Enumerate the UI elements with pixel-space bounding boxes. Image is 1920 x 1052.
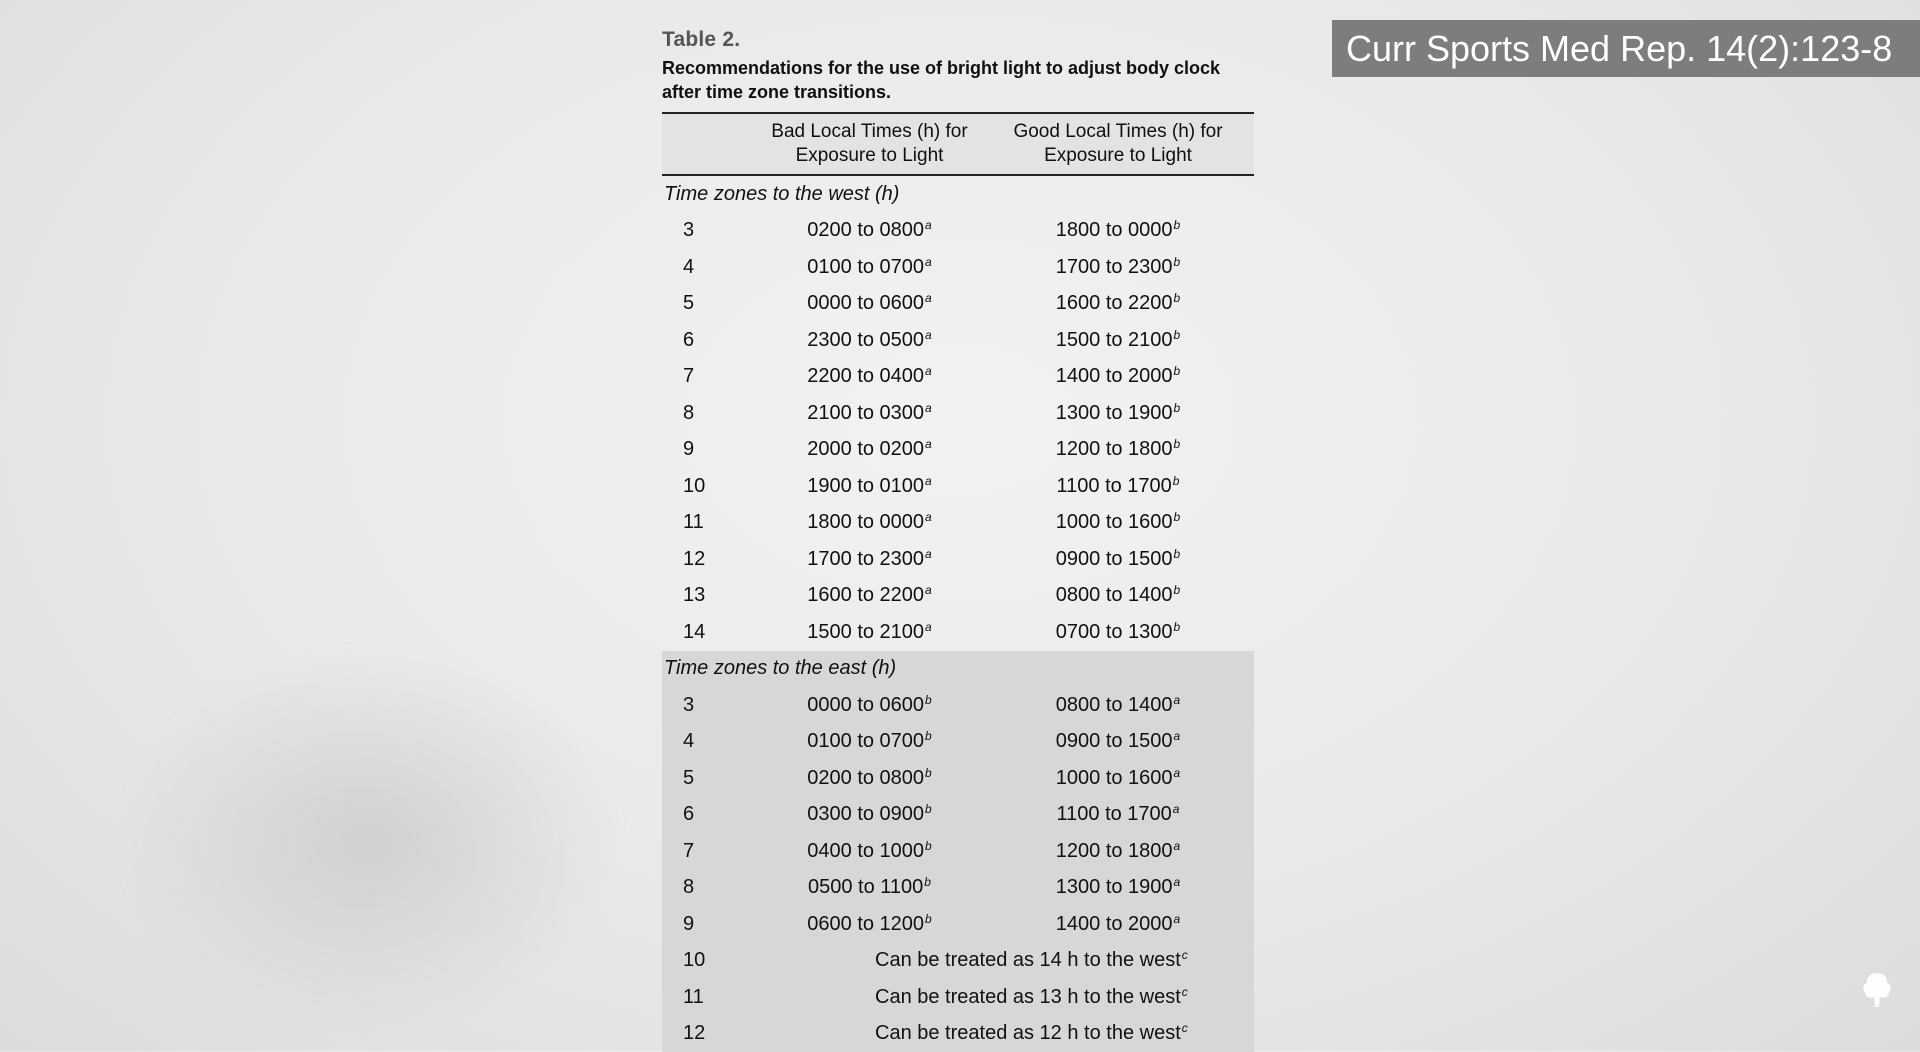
zone-hours-cell-text: 12 (683, 548, 705, 570)
table-caption (662, 56, 1254, 104)
table-row (662, 614, 1254, 651)
zone-hours-cell (662, 432, 757, 469)
zone-hours-cell (662, 578, 757, 615)
table-row (662, 322, 1254, 359)
zone-hours-cell (662, 979, 757, 1016)
zone-hours-cell-text: 4 (683, 730, 694, 752)
zone-hours-cell (662, 760, 757, 797)
good-times-cell (982, 322, 1254, 359)
good-times-cell (982, 906, 1254, 943)
table-row (662, 1016, 1254, 1052)
good-times-cell-text: 1200 to 1800 (1056, 438, 1173, 460)
zone-hours-cell-text: 11 (683, 986, 704, 1008)
table-row (662, 395, 1254, 432)
bad-times-cell (757, 249, 982, 286)
bad-times-cell (757, 541, 982, 578)
bad-times-cell-text: 0100 to 0700 (807, 730, 924, 752)
table-row (662, 833, 1254, 870)
footnote-marker: a (925, 328, 932, 342)
good-times-cell (982, 578, 1254, 615)
footnote-marker: b (1174, 364, 1181, 378)
treatment-note-cell (757, 1016, 1254, 1052)
table-row (662, 760, 1254, 797)
footnote-marker: b (1174, 583, 1181, 597)
bad-times-cell (757, 505, 982, 542)
footnote-marker: b (925, 766, 932, 780)
good-times-cell (982, 359, 1254, 396)
footnote-marker: b (1174, 401, 1181, 415)
footnote-marker: b (1174, 510, 1181, 524)
zone-hours-cell-text: 7 (683, 365, 694, 387)
caption-line-2: after time zone transitions. (662, 80, 1254, 104)
good-times-cell (982, 687, 1254, 724)
bad-times-cell-text: 2000 to 0200 (807, 438, 924, 460)
footnote-marker: a (1174, 766, 1181, 780)
zone-hours-cell (662, 213, 757, 250)
table-row (662, 249, 1254, 286)
bad-times-cell (757, 906, 982, 943)
bad-times-cell-text: 1900 to 0100 (807, 475, 924, 497)
bad-times-cell (757, 760, 982, 797)
good-times-cell (982, 468, 1254, 505)
footnote-marker: c (1182, 1021, 1188, 1035)
bad-times-cell-text: 0100 to 0700 (807, 256, 924, 278)
time-zone-table (662, 112, 1254, 1052)
footnote-marker: c (1182, 985, 1188, 999)
east-section-title: Time zones to the east (h) (662, 651, 1254, 688)
bad-times-cell (757, 833, 982, 870)
footnote-marker: a (1173, 802, 1180, 816)
bad-times-cell (757, 578, 982, 615)
west-section (662, 175, 1254, 651)
bad-times-cell-text: 0400 to 1000 (807, 840, 924, 862)
footnote-marker: a (925, 401, 932, 415)
footnote-marker: a (925, 547, 932, 561)
zone-hours-cell-text: 5 (683, 767, 694, 789)
zone-hours-cell-text: 12 (683, 1022, 705, 1044)
footnote-marker: a (925, 255, 932, 269)
zone-hours-cell (662, 797, 757, 834)
header-empty (662, 113, 757, 175)
footnote-marker: a (925, 437, 932, 451)
table-row (662, 286, 1254, 323)
zone-hours-cell-text: 3 (683, 694, 694, 716)
good-times-cell (982, 395, 1254, 432)
good-times-cell-text: 1300 to 1900 (1056, 876, 1173, 898)
caption-line-1: Recommendations for the use of bright light to adjust body clock (662, 56, 1254, 80)
footnote-marker: a (1174, 875, 1181, 889)
footnote-marker: b (1174, 218, 1181, 232)
bad-times-cell-text: 0600 to 1200 (807, 913, 924, 935)
table-label: Table 2. (662, 28, 1254, 52)
footnote-marker: a (1174, 693, 1181, 707)
zone-hours-cell (662, 541, 757, 578)
zone-hours-cell-text: 10 (683, 949, 705, 971)
bad-times-cell-text: 0200 to 0800 (807, 219, 924, 241)
table-row (662, 943, 1254, 980)
footnote-marker: b (925, 802, 932, 816)
bad-times-cell-text: 2100 to 0300 (807, 402, 924, 424)
bad-times-cell-text: 0200 to 0800 (807, 767, 924, 789)
good-times-cell-text: 1200 to 1800 (1056, 840, 1173, 862)
bad-times-cell-text: 0500 to 1100 (808, 876, 923, 898)
header-good-times: Good Local Times (h) for Exposure to Light (982, 113, 1254, 175)
table-row (662, 870, 1254, 907)
bad-times-cell (757, 614, 982, 651)
treatment-note-cell-text: Can be treated as 14 h to the west (875, 949, 1181, 971)
zone-hours-cell-text: 3 (683, 219, 694, 241)
section-title-row (662, 175, 1254, 213)
zone-hours-cell-text: 4 (683, 256, 694, 278)
good-times-cell-text: 0700 to 1300 (1056, 621, 1173, 643)
footnote-marker: b (925, 912, 932, 926)
bad-times-cell-text: 1500 to 2100 (807, 621, 924, 643)
table-row (662, 578, 1254, 615)
treatment-note-cell (757, 979, 1254, 1016)
footnote-marker: a (925, 510, 932, 524)
zone-hours-cell (662, 249, 757, 286)
good-times-cell-text: 1800 to 0000 (1056, 219, 1173, 241)
zone-hours-cell-text: 8 (683, 402, 694, 424)
footnote-marker: a (925, 364, 932, 378)
east-section (662, 651, 1254, 1052)
good-times-cell (982, 432, 1254, 469)
bad-times-cell (757, 724, 982, 761)
table-row (662, 541, 1254, 578)
zone-hours-cell-text: 9 (683, 438, 694, 460)
zone-hours-cell-text: 6 (683, 803, 694, 825)
west-section-title: Time zones to the west (h) (662, 175, 1254, 213)
good-times-cell-text: 0800 to 1400 (1056, 694, 1173, 716)
zone-hours-cell (662, 687, 757, 724)
bad-times-cell (757, 468, 982, 505)
footnote-marker: a (1174, 912, 1181, 926)
good-times-cell-text: 0900 to 1500 (1056, 730, 1173, 752)
good-times-cell (982, 213, 1254, 250)
good-times-cell-text: 1100 to 1700 (1057, 475, 1172, 497)
treatment-note-cell-text: Can be treated as 12 h to the west (875, 1022, 1181, 1044)
zone-hours-cell-text: 8 (683, 876, 694, 898)
bad-times-cell-text: 1600 to 2200 (807, 584, 924, 606)
header-bad-times: Bad Local Times (h) for Exposure to Light (757, 113, 982, 175)
footnote-marker: b (1174, 328, 1181, 342)
zone-hours-cell (662, 943, 757, 980)
bad-times-cell (757, 797, 982, 834)
footnote-marker: b (925, 839, 932, 853)
bad-times-cell-text: 2300 to 0500 (807, 329, 924, 351)
good-times-cell (982, 833, 1254, 870)
table-row (662, 724, 1254, 761)
section-title-row (662, 651, 1254, 688)
good-times-cell (982, 724, 1254, 761)
good-times-cell-text: 1300 to 1900 (1056, 402, 1173, 424)
bad-times-cell (757, 359, 982, 396)
zone-hours-cell (662, 724, 757, 761)
zone-hours-cell-text: 6 (683, 329, 694, 351)
good-times-cell (982, 614, 1254, 651)
good-times-cell-text: 1000 to 1600 (1056, 511, 1173, 533)
footnote-marker: c (1182, 948, 1188, 962)
table-row (662, 213, 1254, 250)
footnote-marker: a (1174, 729, 1181, 743)
good-times-cell-text: 1400 to 2000 (1056, 913, 1173, 935)
footnote-marker: b (1174, 547, 1181, 561)
treatment-note-cell-text: Can be treated as 13 h to the west (875, 986, 1181, 1008)
bad-times-cell (757, 687, 982, 724)
good-times-cell-text: 0800 to 1400 (1056, 584, 1173, 606)
good-times-cell-text: 1500 to 2100 (1056, 329, 1173, 351)
table-row (662, 979, 1254, 1016)
good-times-cell (982, 797, 1254, 834)
treatment-note-cell (757, 943, 1254, 980)
zone-hours-cell (662, 468, 757, 505)
good-times-cell-text: 0900 to 1500 (1056, 548, 1173, 570)
table-row (662, 468, 1254, 505)
good-times-cell (982, 286, 1254, 323)
zone-hours-cell (662, 833, 757, 870)
bad-times-cell (757, 286, 982, 323)
good-times-cell-text: 1000 to 1600 (1056, 767, 1173, 789)
footnote-marker: a (925, 583, 932, 597)
zone-hours-cell (662, 286, 757, 323)
table-header-row (662, 113, 1254, 175)
good-times-cell (982, 505, 1254, 542)
footnote-marker: b (1173, 474, 1180, 488)
zone-hours-cell-text: 14 (683, 621, 705, 643)
zone-hours-cell-text: 9 (683, 913, 694, 935)
good-times-cell (982, 249, 1254, 286)
good-times-cell-text: 1400 to 2000 (1056, 365, 1173, 387)
bad-times-cell-text: 0000 to 0600 (807, 694, 924, 716)
zone-hours-cell (662, 1016, 757, 1052)
bad-times-cell (757, 322, 982, 359)
good-times-cell (982, 870, 1254, 907)
footnote-marker: b (925, 729, 932, 743)
footnote-marker: b (1174, 291, 1181, 305)
zone-hours-cell (662, 322, 757, 359)
zone-hours-cell (662, 870, 757, 907)
footnote-marker: a (925, 218, 932, 232)
table-row (662, 359, 1254, 396)
table-row (662, 906, 1254, 943)
zone-hours-cell-text: 10 (683, 475, 705, 497)
zone-hours-cell (662, 359, 757, 396)
bad-times-cell-text: 0300 to 0900 (807, 803, 924, 825)
footnote-marker: b (924, 875, 931, 889)
good-times-cell-text: 1100 to 1700 (1057, 803, 1172, 825)
good-times-cell-text: 1700 to 2300 (1056, 256, 1173, 278)
bad-times-cell (757, 395, 982, 432)
table-row (662, 687, 1254, 724)
bad-times-cell-text: 0000 to 0600 (807, 292, 924, 314)
bad-times-cell-text: 1700 to 2300 (807, 548, 924, 570)
bad-times-cell (757, 213, 982, 250)
zone-hours-cell-text: 5 (683, 292, 694, 314)
table-document (662, 28, 1254, 1052)
table-row (662, 797, 1254, 834)
zone-hours-cell (662, 614, 757, 651)
bad-times-cell (757, 870, 982, 907)
bad-times-cell (757, 432, 982, 469)
tree-icon (1860, 970, 1894, 1010)
footnote-marker: a (925, 291, 932, 305)
good-times-cell-text: 1600 to 2200 (1056, 292, 1173, 314)
good-times-cell (982, 541, 1254, 578)
footnote-marker: b (1174, 255, 1181, 269)
zone-hours-cell-text: 13 (683, 584, 705, 606)
zone-hours-cell-text: 7 (683, 840, 694, 862)
journal-citation: Curr Sports Med Rep. 14(2):123-8 (1332, 20, 1920, 77)
bad-times-cell-text: 2200 to 0400 (807, 365, 924, 387)
footnote-marker: a (925, 620, 932, 634)
background-shadow (120, 650, 620, 1030)
zone-hours-cell (662, 395, 757, 432)
footnote-marker: a (1174, 839, 1181, 853)
footnote-marker: b (1174, 437, 1181, 451)
good-times-cell (982, 760, 1254, 797)
bad-times-cell-text: 1800 to 0000 (807, 511, 924, 533)
zone-hours-cell-text: 11 (683, 511, 704, 533)
footnote-marker: b (925, 693, 932, 707)
footnote-marker: b (1174, 620, 1181, 634)
table-row (662, 505, 1254, 542)
zone-hours-cell (662, 505, 757, 542)
footnote-marker: a (925, 474, 932, 488)
table-row (662, 432, 1254, 469)
zone-hours-cell (662, 906, 757, 943)
